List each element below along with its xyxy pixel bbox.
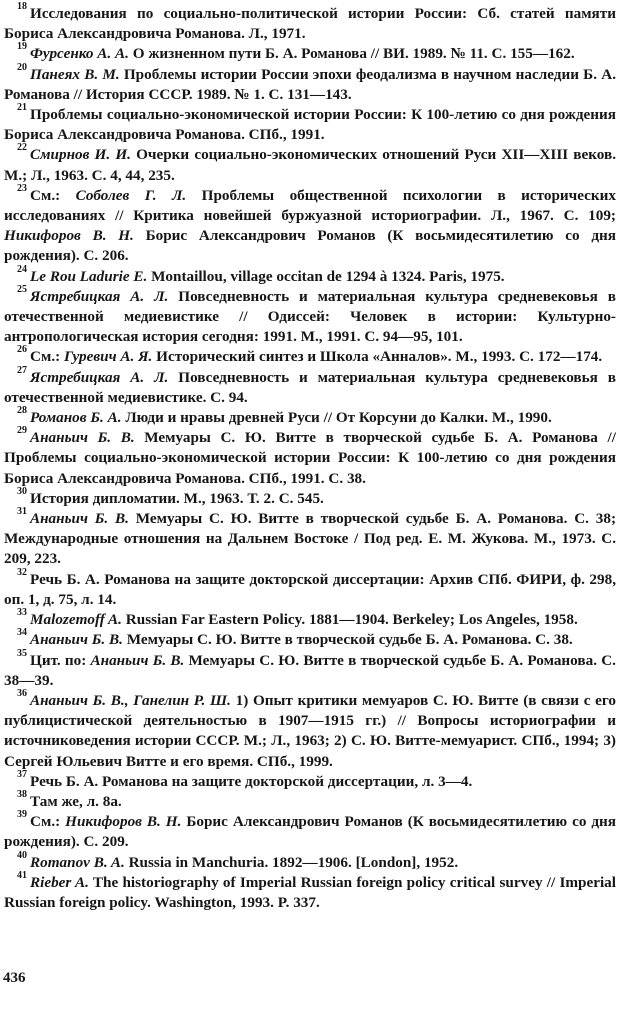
- footnote-text: Романов Б. А. Люди и нравы древней Руси // От Корсуни до Калки. М., 1990.: [30, 409, 552, 427]
- page-number: 436: [3, 970, 26, 986]
- footnote-text: См.: Соболев Г. Л. Проблемы общественной психологии в исторических исследованиях // Критика новейшей буржуазной историографии. Л., 1967. С. 109; Никифоров В. Н. Борис Александрович Романов (К восьмидесятилетию со дня рождения). С. 206.: [4, 186, 616, 265]
- footnote-number: 18: [17, 1, 27, 12]
- footnote-text: См.: Никифоров В. Н. Борис Александрович Романов (К восьмидесятилетию со дня рождения). С. 209.: [4, 813, 617, 851]
- footnote: [4, 566, 616, 610]
- footnotes-list: [4, 1, 617, 913]
- footnote-text: Ястребицкая А. Л. Повседневность и материальная культура средневековья в отечественной медиевистике. С. 94.: [4, 368, 616, 406]
- footnote-number: 29: [17, 425, 27, 437]
- footnote-number: 34: [17, 627, 27, 639]
- footnote: [4, 182, 616, 267]
- footnote-text: Панеях В. М. Проблемы истории России эпохи феодализма в научном наследии Б. А. Романова // История СССР. 1989. № 1. С. 131—143.: [4, 65, 616, 103]
- footnote: [4, 485, 616, 509]
- footnote-number: 20: [17, 61, 27, 73]
- footnote: [4, 506, 616, 570]
- footnote-text: Речь Б. А. Романова на защите докторской диссертации, л. 3—4.: [30, 772, 473, 790]
- footnote-number: 26: [17, 344, 27, 356]
- footnote-number: 21: [17, 102, 27, 114]
- footnote-text: Ананьич Б. В. Мемуары С. Ю. Витте в творческой судьбе Б. А. Романова. С. 38.: [30, 631, 573, 649]
- footnote-text: Ананьич Б. В. Мемуары С. Ю. Витте в творческой судьбе Б. А. Романова // Проблемы социально-экономической истории России: К 100-летию со дня рождения Бориса Александровича Романова. СПб., 1991. С. 38.: [4, 429, 616, 487]
- footnote-number: 24: [17, 263, 27, 275]
- footnote-text: Смирнов И. И. Очерки социально-экономических отношений Руси XII—XIII веков. М.; Л., 1963. С. 4, 44, 235.: [4, 146, 617, 184]
- footnote-number: 38: [17, 788, 27, 800]
- footnote: [4, 61, 616, 105]
- footnote: [4, 344, 616, 367]
- footnote-text: Ястребицкая А. Л. Повседневность и материальная культура средневековья в отечественной медиевистике // Одиссей: Человек в истории: Культурно-антропологическая история сегодня: 1991. М., 1991. С. 94—95, 101.: [4, 287, 616, 346]
- footnote: [4, 687, 616, 772]
- footnote-text: Ананьич Б. В., Ганелин Р. Ш. 1) Опыт критики мемуаров С. Ю. Витте (в связи с его публицистической деятельностью в 1907—1915 гг.) // Вопросы историографии и источниковедения истории СССР. М.; Л., 1963; 2) С. Ю. Витте-мемуарист. СПб., 1994; 3) Сергей Юльевич Витте и его время. СПб., 1999.: [4, 691, 616, 770]
- footnote: [4, 102, 616, 145]
- footnote-text: Romanov B. A. Russia in Manchuria. 1892—1906. [London], 1952.: [30, 853, 459, 871]
- footnote-text: Исследования по социально-политической истории России: Сб. статей памяти Бориса Александровича Романова. Л., 1971.: [4, 5, 616, 43]
- footnote: [4, 869, 616, 913]
- footnote-text: Фурсенко А. А. О жизненном пути Б. А. Романова // ВИ. 1989. № 11. С. 155—162.: [30, 45, 575, 63]
- footnote: [4, 607, 616, 630]
- footnote: [4, 263, 616, 287]
- footnote-text: Речь Б. А. Романова на защите докторской диссертации: Архив СПб. ФИРИ, ф. 298, оп. 1, д. 75, л. 14.: [4, 570, 616, 608]
- footnote: [4, 1, 616, 44]
- footnote: [4, 647, 616, 691]
- footnote-text: Malozemoff A. Russian Far Eastern Policy. 1881—1904. Berkeley; Los Angeles, 1958.: [30, 611, 578, 629]
- footnote-text: См.: Гуревич А. Я. Исторический синтез и Школа «Анналов». М., 1993. С. 172—174.: [30, 348, 603, 366]
- footnote-number: 36: [17, 687, 27, 699]
- footnote-number: 28: [17, 405, 27, 417]
- footnote: [4, 809, 617, 852]
- footnote-number: 33: [17, 607, 27, 619]
- footnote-number: 37: [17, 768, 27, 780]
- footnote-text: Rieber A. The historiography of Imperial Russian foreign policy critical survey // Imperial Russian foreign policy. Washington, 1993. P. 337.: [4, 873, 616, 911]
- footnote-text: История дипломатии. М., 1963. Т. 2. С. 545.: [30, 489, 324, 507]
- footnote-number: 30: [17, 485, 27, 497]
- footnote-number: 25: [17, 283, 27, 295]
- footnote: [4, 283, 616, 348]
- footnote: [4, 405, 616, 428]
- footnote-text: Le Rou Ladurie E. Montaillou, village occitan de 1294 à 1324. Paris, 1975.: [30, 267, 505, 285]
- footnote: [4, 425, 616, 489]
- footnote-number: 27: [17, 364, 27, 376]
- footnote-number: 35: [17, 647, 27, 659]
- footnote: [4, 627, 616, 650]
- footnote-text: Ананьич Б. В. Мемуары С. Ю. Витте в творческой судьбе Б. А. Романова. С. 38; Международные отношения на Дальнем Востоке / Под ред. Е. М. Жукова. М., 1973. С. 209, 223.: [4, 510, 616, 568]
- footnote-number: 40: [17, 849, 27, 861]
- footnote: [4, 142, 617, 185]
- footnote: [4, 849, 616, 873]
- footnote-text: Проблемы социально-экономической истории России: К 100-летию со дня рождения Бориса Александровича Романова. СПб., 1991.: [4, 106, 616, 144]
- footnote-number: 32: [17, 566, 27, 578]
- footnote: [4, 41, 616, 64]
- footnote: [4, 768, 616, 792]
- footnote: [4, 364, 616, 408]
- footnote-number: 31: [17, 506, 27, 518]
- footnote-number: 41: [17, 869, 27, 881]
- footnote-number: 23: [17, 182, 27, 194]
- footnote-number: 22: [17, 142, 27, 154]
- footnote-number: 19: [17, 41, 27, 53]
- footnote-number: 39: [17, 809, 27, 821]
- footnote-text: Там же, л. 8а.: [30, 792, 122, 810]
- footnote: [4, 788, 616, 812]
- footnote-text: Цит. по: Ананьич Б. В. Мемуары С. Ю. Витте в творческой судьбе Б. А. Романова. С. 38—39.: [4, 651, 616, 689]
